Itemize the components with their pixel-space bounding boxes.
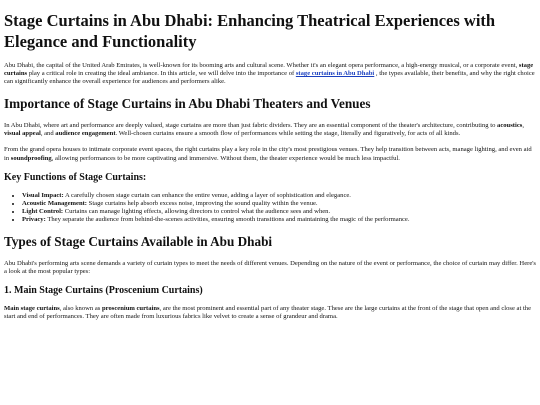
stage-curtains-link[interactable]: stage curtains in Abu Dhabi [295,70,375,78]
list-item [22,216,536,224]
bold-proscenium-curtains: proscenium curtains [102,305,160,313]
intro-text-middle: play a critical role in creating the ideal ambiance. In this article, we will delve into the importance of [27,70,296,78]
main-curtains-heading: 1. Main Stage Curtains (Proscenium Curtains) [4,285,203,297]
intro-text-after: , the types available, their benefits, and why the right choice can significantly enhance the overall experience for audiences and performers alike. [4,70,535,86]
key-functions-heading: Key Functions of Stage Curtains: [4,171,147,183]
bold-soundproofing: soundproofing [10,154,52,162]
importance-paragraph-1 [4,122,536,138]
intro-paragraph [4,62,536,86]
list-item-text: Stage curtains help absorb excess noise, improving the sound quality within the venue. [87,199,318,207]
list-item-label: Privacy: [22,215,46,223]
list-item-text: A carefully chosen stage curtain can enhance the entire venue, adding a layer of sophistication and elegance. [63,191,351,199]
list-item [22,200,536,208]
importance-text: , allowing performances to be more captivating and immersive. Without them, the theater experience would be much less impactful. [51,154,400,162]
main-curtains-text: , are the most prominent and essential part of any theater stage. These are the large curtains at the front of the stage that open and close at the start and end of performances. They are often made from luxurious fabrics like velvet to create a sense of grandeur and drama. [4,305,532,321]
list-item-label: Acoustic Management: [22,199,88,207]
main-curtains-text: , also known as [59,305,102,313]
separator: , [522,122,524,130]
page-title: Stage Curtains in Abu Dhabi: Enhancing Theatrical Experiences with Elegance and Functionality [4,11,496,51]
types-heading: Types of Stage Curtains Available in Abu Dhabi [4,234,273,250]
key-functions-list [4,192,536,224]
bold-main-stage-curtains: Main stage curtains [4,305,60,313]
importance-text: From the grand opera houses to intimate corporate event spaces, the right curtains play a key role in the city's most prestigious venues. They help transition between acts, manage lighting, and even aid in [4,146,532,162]
list-item-label: Light Control: [22,207,64,215]
list-item [22,208,536,216]
bold-audience-engagement: audience engagement [55,130,116,138]
list-item [22,192,536,200]
importance-text: . Well-chosen curtains ensure a smooth flow of performances while setting the stage, literally and figuratively, for acts of all kinds. [115,130,461,138]
importance-paragraph-2 [4,146,536,162]
list-item-text: They separate the audience from behind-the-scenes activities, ensuring smooth transitions and maintaining the magic of the performance. [45,215,410,223]
bold-acoustics: acoustics [497,122,523,130]
main-curtains-paragraph [4,305,536,321]
list-item-label: Visual Impact: [22,191,64,199]
bold-visual-appeal: visual appeal [4,130,41,138]
intro-bold-stage-curtains: stage curtains [4,62,534,78]
separator: , and [40,130,56,138]
importance-heading: Importance of Stage Curtains in Abu Dhabi Theaters and Venues [4,96,371,112]
intro-text: Abu Dhabi, the capital of the United Arab Emirates, is well-known for its booming arts and cultural scene. Whether it's an elegant opera performance, a high-energy musical, or a corporate event, [4,62,519,69]
importance-text: In Abu Dhabi, where art and performance are deeply valued, stage curtains are more than just fabric dividers. They are an essential component of the theater's architecture, contributing to [4,122,498,130]
list-item-text: Curtains can manage lighting effects, allowing directors to control what the audience sees and when. [63,207,331,215]
types-intro-paragraph: Abu Dhabi's performing arts scene demands a variety of curtain types to meet the needs of different venues. Depending on the nature of the event or performance, the choice of curtain may differ. Here's a look at the most popular types: [4,260,537,276]
